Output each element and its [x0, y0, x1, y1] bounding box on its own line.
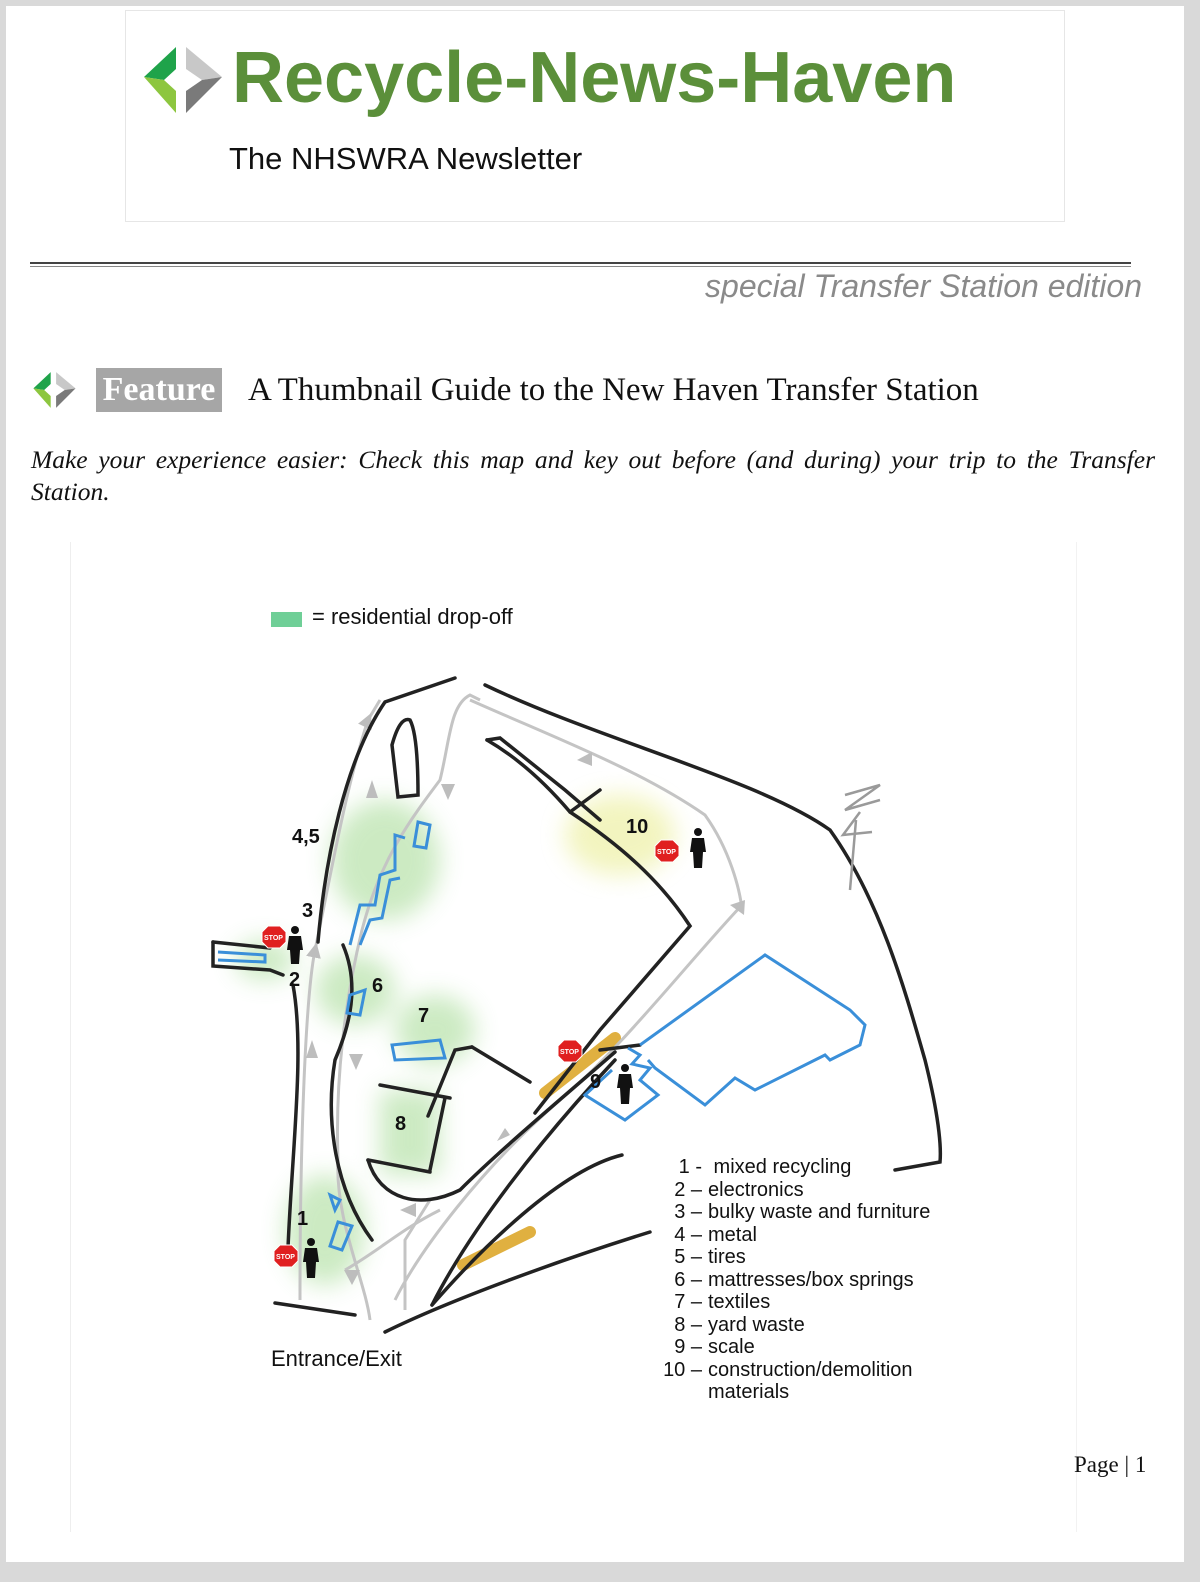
area-label-1: 1: [297, 1208, 309, 1230]
feature-badge: Feature: [96, 368, 222, 412]
key-number: 5 –: [674, 1246, 702, 1268]
entrance-exit-label: Entrance/Exit: [271, 1346, 402, 1371]
svg-text:STOP: STOP: [657, 849, 676, 856]
area-label-3: 3: [302, 900, 314, 922]
key-number: 9 –: [674, 1336, 702, 1358]
area-label-10: 10: [626, 816, 649, 838]
area-label-6: 6: [372, 975, 384, 997]
key-label: scale: [708, 1336, 755, 1358]
key-item: [645, 1336, 930, 1359]
area-label-8: 8: [395, 1113, 407, 1135]
key-number: 2 –: [674, 1178, 702, 1201]
key-item: [645, 1269, 930, 1292]
stop-sign-icon: [274, 1245, 298, 1267]
key-item: [645, 1314, 930, 1337]
key-label: metal: [708, 1223, 757, 1246]
key-number: 3 –: [674, 1201, 702, 1223]
key-number: 8 –: [674, 1313, 702, 1336]
map-legend: = residential drop-off: [312, 604, 513, 629]
dropoff-zone-7: [395, 995, 475, 1065]
dropoff-legend-swatch: [271, 612, 302, 627]
key-item: [645, 1156, 930, 1179]
newsletter-subtitle: The NHSWRA Newsletter: [229, 141, 583, 176]
north-arrow-icon: [843, 785, 880, 890]
key-number: 6 –: [674, 1268, 702, 1291]
area-label-2: 2: [289, 969, 301, 991]
key-item: [645, 1224, 930, 1247]
key-label: yard waste: [708, 1313, 805, 1336]
newsletter-title: Recycle-News-Haven: [232, 38, 957, 118]
key-number: 7 –: [674, 1291, 702, 1313]
key-item: [645, 1359, 930, 1382]
map-key: [645, 1156, 930, 1404]
key-label: electronics: [708, 1178, 804, 1201]
key-label: mixed recycling: [708, 1156, 852, 1178]
key-label: materials: [708, 1381, 790, 1403]
key-number: [645, 1381, 702, 1404]
article-title: A Thumbnail Guide to the New Haven Transfer Station: [248, 372, 979, 408]
article-intro: Make your experience easier: Check this map and key out before (and during) your trip to the Transfer Station.: [31, 445, 1155, 506]
key-label: mattresses/box springs: [708, 1268, 914, 1291]
key-label: bulky waste and furniture: [708, 1201, 931, 1223]
area-label-7: 7: [418, 1005, 430, 1027]
stop-sign-icon: [262, 926, 286, 948]
stop-sign-icon: [655, 840, 679, 862]
key-label: textiles: [708, 1291, 771, 1313]
key-number: 1 -: [678, 1156, 702, 1178]
key-item: [645, 1291, 930, 1314]
key-number: 4 –: [674, 1223, 702, 1246]
main-building: [640, 955, 865, 1105]
key-item: [645, 1246, 930, 1269]
edition-label: special Transfer Station edition: [705, 268, 1142, 304]
key-item: [645, 1381, 930, 1404]
key-item: [645, 1179, 930, 1202]
svg-text:STOP: STOP: [264, 935, 283, 942]
dropoff-zone-1: [285, 1175, 365, 1285]
page-number: Page | 1: [1074, 1452, 1147, 1477]
area-label-9: 9: [590, 1071, 602, 1093]
zone-10: [565, 795, 675, 875]
stop-sign-icon: [558, 1040, 582, 1062]
svg-text:STOP: STOP: [276, 1254, 295, 1261]
key-label: tires: [708, 1246, 746, 1268]
key-number: 10 –: [663, 1358, 702, 1381]
key-item: [645, 1201, 930, 1224]
area-label-4-5: 4,5: [292, 826, 320, 848]
key-label: construction/demolition: [708, 1358, 913, 1381]
svg-text:STOP: STOP: [560, 1049, 579, 1056]
